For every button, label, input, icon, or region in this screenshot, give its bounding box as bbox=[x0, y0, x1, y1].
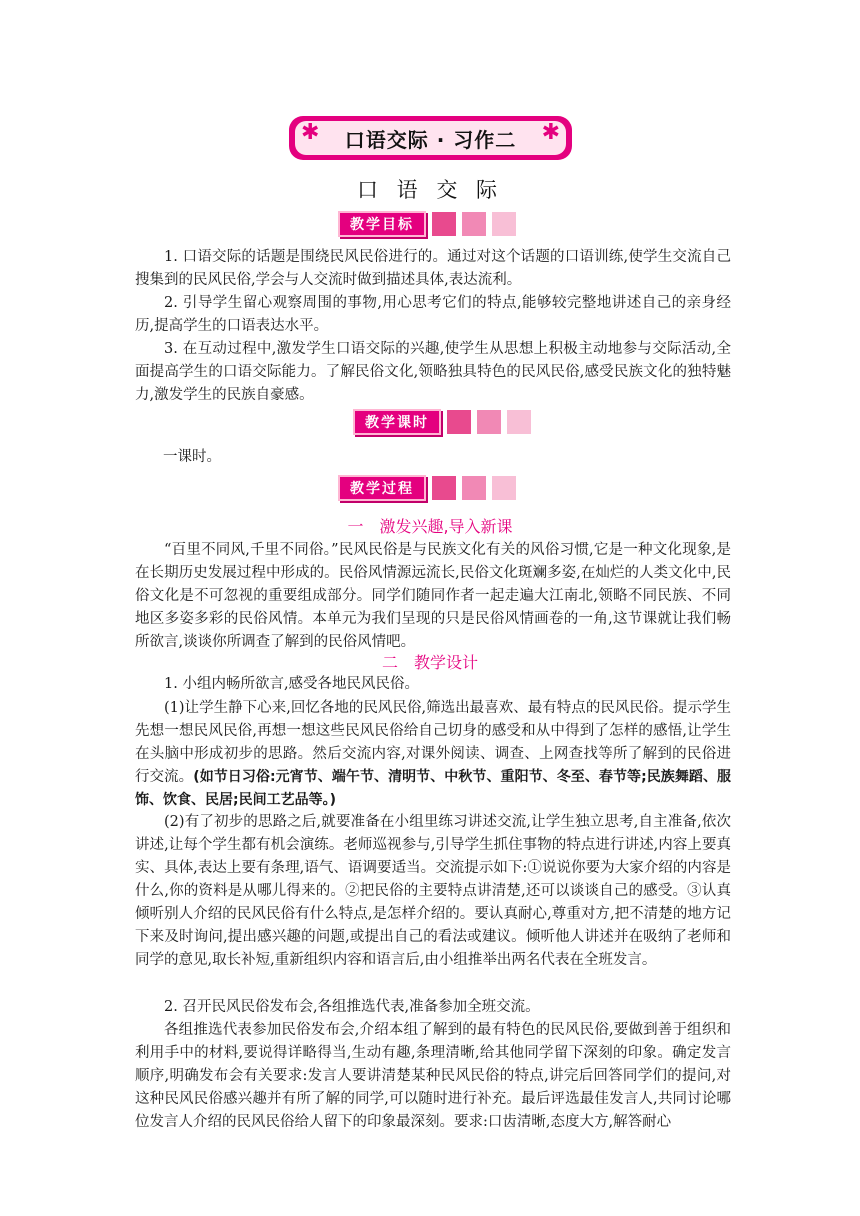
title-banner-inner bbox=[295, 121, 566, 155]
hours-text: 一课时。 bbox=[163, 449, 221, 465]
tag-process bbox=[338, 474, 516, 502]
tag-goals bbox=[338, 210, 516, 238]
tag-goals-label: 教学目标 bbox=[338, 211, 426, 237]
banner-title: 口语交际 · 习作二 bbox=[344, 127, 517, 152]
decor-square bbox=[447, 410, 471, 434]
decor-square bbox=[462, 212, 486, 236]
decor-square bbox=[492, 476, 516, 500]
section-heading: 一 激发兴趣,导入新课 bbox=[347, 517, 513, 536]
decor-square bbox=[432, 212, 456, 236]
decor-square bbox=[462, 476, 486, 500]
goal-paragraph: 3. 在互动过程中,激发学生口语交际的兴趣,使学生从思想上积极主动地参与交际活动,全面提高学生的口语交际能力。了解民俗文化,领略独具特色的民风民俗,感受民族文化的独特魅力,激发学生的民族自豪感。 bbox=[135, 341, 731, 403]
decor-square bbox=[492, 212, 516, 236]
decor-square bbox=[507, 410, 531, 434]
star-icon: ✱ bbox=[301, 120, 320, 145]
body-paragraph: “百里不同风,千里不同俗。”民风民俗是与民族文化有关的风俗习惯,它是一种文化现象,是在长期历史发展过程中形成的。民俗风情源远流长,民俗文化斑斓多姿,在灿烂的人类文化中,民俗文化是不可忽视的重要组成部分。同学们随同作者一起走遍大江南北,领略不同民族、不同地区多姿多彩的民俗风情。本单元为我们呈现的只是民俗风情画卷的一角,这节课就让我们畅所欲言,谈谈你所调查了解到的民俗风情吧。 bbox=[135, 542, 731, 650]
tag-hours bbox=[353, 408, 531, 436]
body-paragraph bbox=[135, 697, 731, 812]
star-icon: ✱ bbox=[541, 120, 560, 145]
paragraph-text: (1)让学生静下心来,回忆各地的民风民俗,筛选出最喜欢、最有特点的民风民俗。提示学生先想一想民风民俗,再想一想这些民风民俗给自己切身的感受和从中得到了怎样的感悟,让学生在头脑中形成初步的思路。然后交流内容,对课外阅读、调查、上网查找等所了解到的民俗进行交流。 bbox=[135, 700, 731, 785]
list-item: 2. 召开民风民俗发布会,各组推选代表,准备参加全班交流。 bbox=[164, 999, 540, 1015]
goal-paragraph: 1. 口语交际的话题是围绕民风民俗进行的。通过对这个话题的口语训练,使学生交流自己搜集到的民风民俗,学会与人交流时做到描述具体,表达流利。 bbox=[135, 249, 731, 288]
body-paragraph: (2)有了初步的思路之后,就要准备在小组里练习讲述交流,让学生独立思考,自主准备,依次讲述,让每个学生都有机会演练。老师巡视参与,引导学生抓住事物的特点进行讲述,内容上要真实、具体,表达上要有条理,语气、语调要适当。交流提示如下:①说说你要为大家介绍的内容是什么,你的资料是从哪儿得来的。②把民俗的主要特点讲清楚,还可以谈谈自己的感受。③认真倾听别人介绍的民风民俗有什么特点,是怎样介绍的。要认真耐心,尊重对方,把不清楚的地方记下来及时询问,提出感兴趣的问题,或提出自己的看法或建议。倾听他人讲述并在吸纳了老师和同学的意见,取长补短,重新组织内容和语言后,由小组推举出两名代表在全班发言。 bbox=[135, 814, 731, 968]
examples-bold: (如节日习俗:元宵节、端午节、清明节、中秋节、重阳节、冬至、春节等;民族舞蹈、服饰、饮食、民居;民间工艺品等。) bbox=[135, 769, 732, 808]
section-heading: 二 教学设计 bbox=[381, 653, 478, 672]
tag-process-label: 教学过程 bbox=[338, 475, 426, 501]
body-paragraph: 各组推选代表参加民俗发布会,介绍本组了解到的最有特色的民风民俗,要做到善于组织和利用手中的材料,要说得详略得当,生动有趣,条理清晰,给其他同学留下深刻的印象。确定发言顺序,明确发布会有关要求:发言人要讲清楚某种民风民俗的特点,讲完后回答同学们的提问,对这种民风民俗感兴趣并有所了解的同学,可以随时进行补充。最后评选最佳发言人,共同讨论哪位发言人介绍的民风民俗给人留下的印象最深刻。要求:口齿清晰,态度大方,解答耐心 bbox=[135, 1022, 731, 1130]
decor-square bbox=[432, 476, 456, 500]
tag-hours-label: 教学课时 bbox=[353, 409, 441, 435]
list-item: 1. 小组内畅所欲言,感受各地民风民俗。 bbox=[164, 676, 420, 692]
section-title: 口 语 交 际 bbox=[356, 178, 504, 202]
title-banner bbox=[289, 116, 572, 160]
goal-paragraph: 2. 引导学生留心观察周围的事物,用心思考它们的特点,能够较完整地讲述自己的亲身经历,提高学生的口语表达水平。 bbox=[135, 295, 731, 334]
decor-square bbox=[477, 410, 501, 434]
